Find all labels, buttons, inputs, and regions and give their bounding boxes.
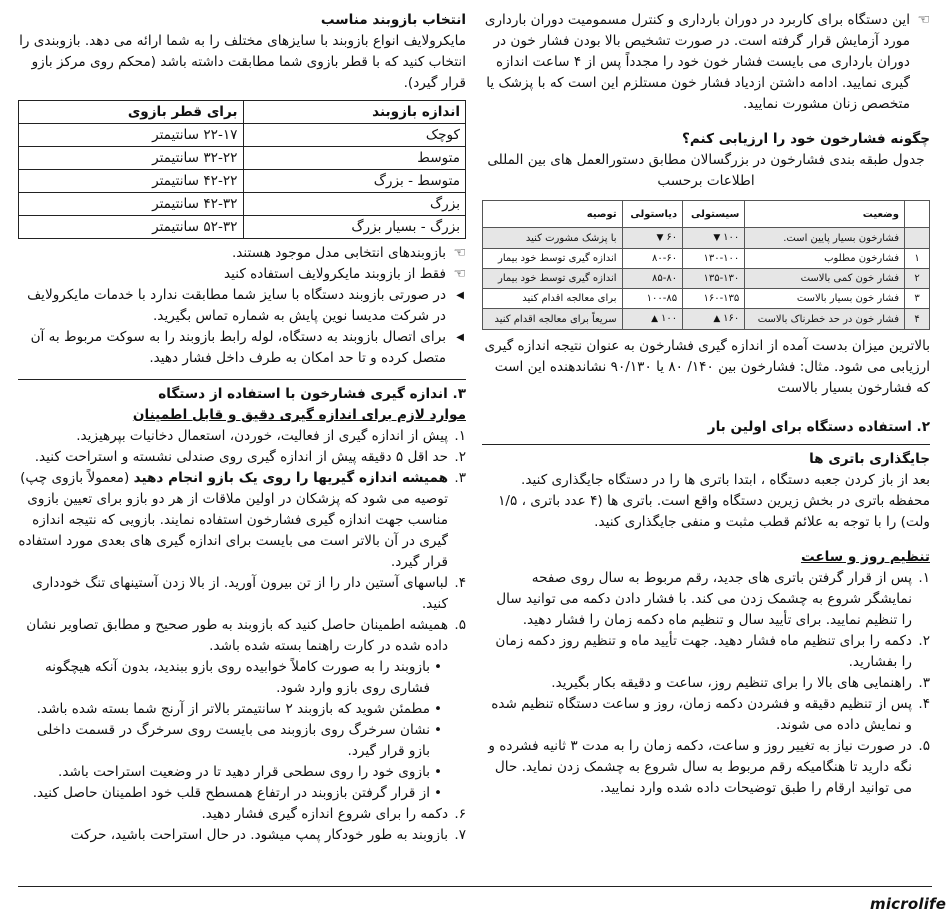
bp-row-diastolic bbox=[622, 249, 683, 269]
microlife-logo: microlife bbox=[870, 895, 947, 913]
cuff-header-arm: برای قطر بازوی bbox=[19, 101, 244, 124]
arrow-up-icon: ▲ bbox=[713, 314, 724, 324]
cuff-size: بزرگ bbox=[243, 193, 466, 216]
bp-table-row bbox=[483, 269, 930, 289]
measurement-steps-continued bbox=[18, 804, 466, 846]
step-item bbox=[482, 568, 930, 631]
bp-diastolic-value: ۱۰۰-۸۵ bbox=[646, 293, 678, 304]
step-text: در صورت نیاز به تغییر روز و ساعت، دکمه زمان را به مدت ۳ ثانیه فشرده و نگه دارید تا هنگامیکه رقم مربوط به سال شروع به چشمک زدن نماید. حال می توانید ارقام را طبق توضیحات داده شده وارد نمایید. bbox=[488, 738, 912, 796]
bp-systolic-value: ۱۶۰-۱۳۵ bbox=[703, 293, 740, 304]
cuff-intro: مایکرولایف انواع بازوبند با سایزهای مختلف را به شما ارائه می دهد. بازوبندی را انتخاب کنید که با قطر بازوی شما مطابقت داشته باشد (محکم روی مرکز بازو قرار گیرد). bbox=[19, 33, 466, 91]
bullet-item: • بازوبند را به صورت کاملاً خوابیده روی بازو ببندید، بدون آنکه هیچگونه فشاری روی بازو وارد شود. bbox=[18, 657, 442, 699]
step-item bbox=[482, 673, 930, 694]
bp-row-status: فشار خون در حد خطرناک بالاست bbox=[745, 309, 905, 330]
arrow-down-icon: ▼ bbox=[656, 233, 667, 243]
bp-row-systolic bbox=[683, 269, 745, 289]
step-number: ۲. bbox=[454, 449, 466, 465]
cuff-table-row bbox=[19, 170, 466, 193]
cuff-connect-note: ◀ برای اتصال بازوبند به دستگاه، لوله رابط بازوبند را به سوکت مربوط به آن متصل کرده و تا حد امکان به طرف داخل فشار دهید. bbox=[30, 329, 464, 366]
step-item bbox=[482, 694, 930, 736]
pointing-hand-icon: ☜ bbox=[917, 12, 930, 28]
step-number: ۴. bbox=[918, 696, 930, 712]
step-item bbox=[18, 447, 466, 468]
bp-diastolic-value: ۶۰ bbox=[666, 232, 678, 243]
bp-row-index bbox=[905, 228, 930, 249]
step-item bbox=[18, 804, 466, 825]
bp-row-index: ۱ bbox=[905, 249, 930, 269]
cuff-header-size: اندازه بازوبند bbox=[243, 101, 466, 124]
bp-row-status: فشار خون کمی بالاست bbox=[745, 269, 905, 289]
table-caption: جدول طبقه بندی فشارخون در بزرگسالان مطابق دستورالعمل های بین المللی اطلاعات برحسب bbox=[487, 152, 925, 189]
bp-row-recommendation: اندازه گیری توسط خود بیمار bbox=[483, 249, 623, 269]
step-number: ۴. bbox=[454, 575, 466, 591]
section3-heading: ۳. اندازه گیری فشارخون با استفاده از دستگاه bbox=[158, 386, 466, 402]
step-text: بازوبند به طور خودکار پمپ میشود. در حال استراحت باشید، حرکت bbox=[70, 827, 448, 843]
step-number: ۵. bbox=[918, 738, 930, 754]
bp-row-systolic bbox=[683, 228, 745, 249]
bp-table-row bbox=[483, 309, 930, 330]
step-text: راهنمایی های بالا را برای تنظیم روز، ساعت و دقیقه بکار بگیرید. bbox=[551, 675, 912, 691]
bp-systolic-value: ۱۳۰-۱۰۰ bbox=[703, 253, 740, 264]
pointing-hand-icon: ☜ bbox=[453, 245, 466, 261]
bp-systolic-value: ۱۳۵-۱۳۰ bbox=[703, 273, 740, 284]
step-item bbox=[18, 615, 466, 657]
bp-row-recommendation: با پزشک مشورت کنید bbox=[483, 228, 623, 249]
bp-table-row bbox=[483, 249, 930, 269]
measurement-steps bbox=[18, 426, 466, 657]
bp-classification-table bbox=[482, 200, 930, 330]
bp-row-recommendation: اندازه گیری توسط خود بیمار bbox=[483, 269, 623, 289]
cuff-heading: انتخاب بازوبند مناسب bbox=[320, 12, 466, 28]
bp-row-index: ۴ bbox=[905, 309, 930, 330]
cuff-arm-range: ۴۲-۲۲ سانتیمتر bbox=[19, 170, 244, 193]
cuff-service-note: ◀ در صورتی بازوبند دستگاه با سایز شما مطابقت ندارد با خدمات مایکرولایف در شرکت مدیسا نوین پایش به شماره تماس بگیرید. bbox=[27, 287, 464, 324]
bp-header-diastolic: دیاستولی bbox=[622, 201, 683, 228]
bp-row-systolic bbox=[683, 309, 745, 330]
pointing-hand-icon: ☜ bbox=[453, 266, 466, 282]
bp-row-recommendation: برای معالجه اقدام کنید bbox=[483, 289, 623, 309]
step-number: ۷. bbox=[454, 827, 466, 843]
step-text: دکمه را برای تنظیم ماه فشار دهید. جهت تأیید ماه و تنظیم روز دکمه زمان را بفشارید. bbox=[495, 633, 912, 670]
step-item bbox=[18, 426, 466, 447]
triangle-bullet-icon: ◀ bbox=[456, 332, 464, 343]
step-text: حد اقل ۵ دقیقه پیش از اندازه گیری روی صندلی نشسته و استراحت کنید. bbox=[34, 449, 448, 465]
bp-table-header bbox=[483, 201, 930, 228]
bp-row-recommendation: سریعاً برای معالجه اقدام کنید bbox=[483, 309, 623, 330]
bullet-item: • نشان سرخرگ روی بازوبند می بایست روی سرخرگ در قسمت داخلی بازو قرار گیرد. bbox=[18, 720, 442, 762]
cuff-size: متوسط bbox=[243, 147, 466, 170]
bp-row-status: فشار خون بسیار بالاست bbox=[745, 289, 905, 309]
bp-header-recommendation: توصیه bbox=[483, 201, 623, 228]
note-pregnancy: ☜ این دستگاه برای کاربرد در دوران بارداری و کنترل مسمومیت دوران بارداری مورد آزمایش قرار گرفته است. در صورت تشخیص بالا بودن فشار خون در دوران بارداری می بایست فشار خون خود را مجدداً پس از ۴ ساعت اندازه گیری نمایید. ادامه داشتن ازدیاد فشار خون مستلزم این است که با پزشک یا متخصص زنان مشورت نمایید. bbox=[484, 12, 930, 112]
step-item bbox=[482, 631, 930, 673]
right-column bbox=[482, 10, 930, 799]
step-number: ۳. bbox=[918, 675, 930, 691]
cuff-size: بزرگ - بسیار بزرگ bbox=[243, 216, 466, 239]
step-text: پس از قرار گرفتن باتری های جدید، رقم مربوط به سال روی صفحه نمایشگر شروع به چشمک زدن می کند. با فشار دادن دکمه می توانید سال را تنظیم نمایید. برای تأیید سال و تنظیم ماه دکمه زمان را فشار دهید. bbox=[496, 570, 912, 628]
step-number: ۶. bbox=[454, 806, 466, 822]
triangle-bullet-icon: ◀ bbox=[456, 290, 464, 301]
bp-table-row bbox=[483, 289, 930, 309]
bp-row-status: فشارخون مطلوب bbox=[745, 249, 905, 269]
cuff-arm-range: ۵۲-۳۲ سانتیمتر bbox=[19, 216, 244, 239]
step-number: ۱. bbox=[918, 570, 930, 586]
cuff-table-header bbox=[19, 101, 466, 124]
bp-row-diastolic bbox=[622, 228, 683, 249]
step-text: پس از تنظیم دقیقه و فشردن دکمه زمان، روز و ساعت دستگاه تنظیم شده و نمایش داده می شوند. bbox=[491, 696, 912, 733]
bp-header-systolic: سیستولی bbox=[683, 201, 745, 228]
bp-diastolic-value: ۸۵-۸۰ bbox=[652, 273, 678, 284]
bp-systolic-value: ۱۰۰ bbox=[723, 232, 740, 243]
battery-heading: جایگذاری باتری ها bbox=[809, 451, 930, 467]
datetime-heading: تنظیم روز و ساعت bbox=[800, 549, 930, 565]
section2-heading: ۲. استفاده دستگاه برای اولین بار bbox=[707, 419, 930, 435]
battery-text: بعد از باز کردن جعبه دستگاه ، ابتدا باتری ها را در دستگاه جایگذاری کنید. محفظه باتری در بخش زیرین دستگاه واقع است. باتری ها (۴ عدد باتری ، ۱/۵ ولت) را با توجه به علائم قطب مثبت و منفی جایگذاری کنید. bbox=[498, 472, 930, 530]
cuff-table-row bbox=[19, 124, 466, 147]
bp-row-diastolic bbox=[622, 269, 683, 289]
step-text: لباسهای آستین دار را از تن بیرون آورید. از بالا زدن آستینهای تنگ خودداری کنید. bbox=[32, 575, 448, 612]
bp-header-status: وضعیت bbox=[745, 201, 905, 228]
step-number: ۵. bbox=[454, 617, 466, 633]
cuff-placement-bullets bbox=[18, 657, 466, 804]
bp-row-index: ۳ bbox=[905, 289, 930, 309]
datetime-steps bbox=[482, 568, 930, 799]
step-text: دکمه را برای شروع اندازه گیری فشار دهید. bbox=[201, 806, 448, 822]
arrow-up-icon: ▲ bbox=[651, 314, 661, 324]
bp-table-row bbox=[483, 228, 930, 249]
after-table-text: بالاترین میزان بدست آمده از اندازه گیری فشارخون به عنوان نتیجه اندازه گیری ارزیابی می شود. مثال: فشارخون بین ۱۴۰/ ۸۰ یا ۹۰/۱۳۰ نشاندهنده این است که فشارخون بسیار بالاست bbox=[484, 338, 930, 396]
bp-row-index: ۲ bbox=[905, 269, 930, 289]
cuff-size-table bbox=[18, 100, 466, 239]
bp-diastolic-value: ۱۰۰ bbox=[660, 313, 678, 324]
left-column bbox=[18, 10, 466, 846]
cuff-arm-range: ۳۲-۲۲ سانتیمتر bbox=[19, 147, 244, 170]
cuff-table-row bbox=[19, 147, 466, 170]
footer-divider bbox=[18, 886, 932, 887]
cuff-table-row bbox=[19, 193, 466, 216]
note-cuff-models: ☜ بازوبندهای انتخابی مدل موجود هستند. bbox=[18, 243, 466, 264]
bp-diastolic-value: ۸۰-۶۰ bbox=[652, 253, 678, 264]
bp-row-systolic bbox=[683, 249, 745, 269]
evaluate-heading: چگونه فشارخون خود را ارزیابی کنم؟ bbox=[682, 131, 930, 147]
divider bbox=[18, 379, 466, 380]
step-item bbox=[18, 825, 466, 846]
bp-row-diastolic bbox=[622, 289, 683, 309]
divider bbox=[482, 444, 930, 445]
checklist-heading: موارد لازم برای اندازه گیری دقیق و قابل اطمینان bbox=[132, 407, 466, 423]
step-text: همیشه اطمینان حاصل کنید که بازوبند به طور صحیح و مطابق تصاویر نشان داده شده در کارت راهنما بسته شده باشد. bbox=[26, 617, 448, 654]
bullet-item: • از قرار گرفتن بازوبند در ارتفاع همسطح قلب خود اطمینان حاصل کنید. bbox=[18, 783, 442, 804]
bp-row-status: فشارخون بسیار پایین است. bbox=[745, 228, 905, 249]
bp-row-systolic bbox=[683, 289, 745, 309]
cuff-size: کوچک bbox=[243, 124, 466, 147]
bullet-item: • مطمئن شوید که بازوبند ۲ سانتیمتر بالاتر از آرنج شما بسته شده باشد. bbox=[18, 699, 442, 720]
bp-systolic-value: ۱۶۰ bbox=[723, 313, 740, 324]
step-number: ۳. bbox=[454, 470, 466, 486]
step-item bbox=[482, 736, 930, 799]
cuff-table-row bbox=[19, 216, 466, 239]
step-number: ۱. bbox=[454, 428, 466, 444]
step-text: (معمولاً بازوی چپ) توصیه می شود که پزشکان در اولین ملاقات از هر دو بازو برای تعیین بازوی مناسب جهت اندازه گیری فشارخون استفاده نمایند. بازویی که نتیجه اندازه گیری در آن بالاتر است می بایست برای اندازه گیری های بعدی مورد استفاده قرار گیرد. bbox=[18, 470, 448, 570]
step-item bbox=[18, 573, 466, 615]
cuff-size: متوسط - بزرگ bbox=[243, 170, 466, 193]
step-item bbox=[18, 468, 466, 573]
step-number: ۲. bbox=[918, 633, 930, 649]
note-cuff-brand: ☜ فقط از بازوبند مایکرولایف استفاده کنید bbox=[18, 264, 466, 285]
step-text: پیش از اندازه گیری از فعالیت، خوردن، استعمال دخانیات بپرهیزید. bbox=[76, 428, 448, 444]
bp-row-diastolic bbox=[622, 309, 683, 330]
arrow-down-icon: ▼ bbox=[713, 233, 724, 243]
step-emphasis: همیشه اندازه گیریها را روی یک بازو انجام دهید bbox=[133, 470, 448, 486]
cuff-arm-range: ۴۲-۳۲ سانتیمتر bbox=[19, 193, 244, 216]
cuff-arm-range: ۲۲-۱۷ سانتیمتر bbox=[19, 124, 244, 147]
bullet-item: • بازوی خود را روی سطحی قرار دهید تا در وضعیت استراحت باشد. bbox=[18, 762, 442, 783]
